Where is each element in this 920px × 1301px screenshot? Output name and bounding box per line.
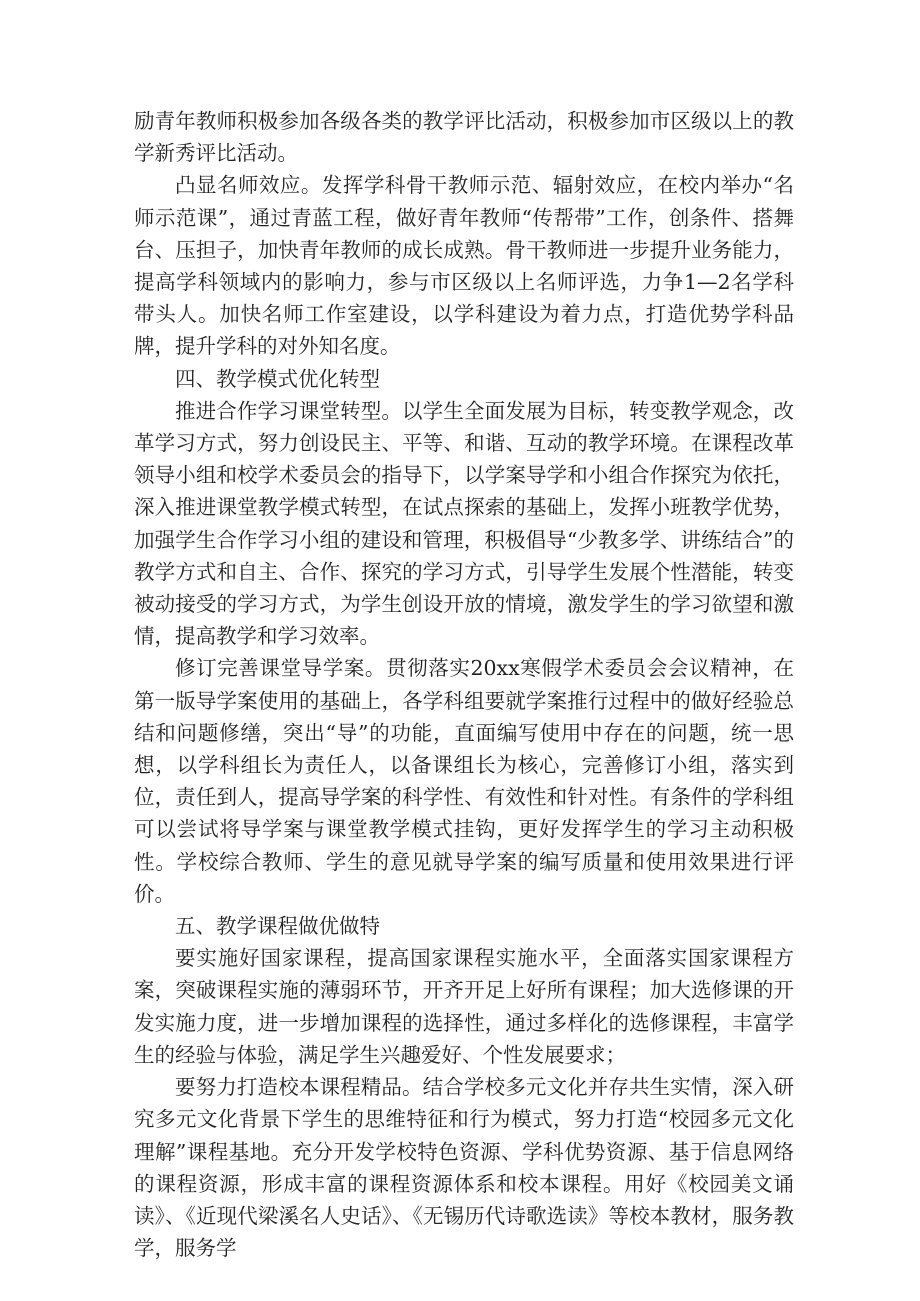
paragraph-cooperative-learning: 推进合作学习课堂转型。以学生全面发展为目标，转变教学观念，改革学习方式，努力创设民主、平等、和谐、互动的教学环境。在课程改革领导小组和校学术委员会的指导下，以学案导学和小组合作探究为依托，深入推进课堂教学模式转型，在试点探索的基础上，发挥小班教学优势，加强学生合作学习小组的建设和管理，积极倡导“少教多学、讲练结合”的教学方式和自主、合作、探究的学习方式，引导学生发展个性潜能，转变被动接受的学习方式，为学生创设开放的情境，激发学生的学习欲望和激情，提高教学和学习效率。: [134, 398, 794, 649]
paragraph-continuation: 励青年教师积极参加各级各类的教学评比活动，积极参加市区级以上的教学新秀评比活动。: [134, 109, 794, 166]
document-body: [134, 105, 794, 1264]
paragraph-school-curriculum: 要努力打造校本课程精品。结合学校多元文化并存共生实情，深入研究多元文化背景下学生的思维特征和行为模式，努力打造“校园多元文化理解”课程基地。充分开发学校特色资源、学科优势资源、基于信息网络的课程资源，形成丰富的课程资源体系和校本课程。用好《校园美文诵读》、《近现代梁溪名人史话》、《无锡历代诗歌选读》等校本教材，服务教学，服务学: [134, 1075, 794, 1261]
section-heading-4: 四、教学模式优化转型: [175, 366, 380, 391]
paragraph-guided-learning-plan: 修订完善课堂导学案。贯彻落实20xx寒假学术委员会会议精神，在第一版导学案使用的基础上，各学科组要就学案推行过程中的做好经验总结和问题修缮，突出“导”的功能，直面编写使用中存在的问题，统一思想，以学科组长为责任人，以备课组长为核心，完善修订小组，落实到位，责任到人，提高导学案的科学性、有效性和针对性。有条件的学科组可以尝试将导学案与课堂教学模式挂钩，更好发挥学生的学习主动积极性。学校综合教师、学生的意见就导学案的编写质量和使用效果进行评价。: [134, 656, 794, 906]
paragraph-famous-teacher-effect: 凸显名师效应。发挥学科骨干教师示范、辐射效应，在校内举办“名师示范课”，通过青蓝工程，做好青年教师“传帮带”工作，创条件、搭舞台、压担子，加快青年教师的成长成熟。骨干教师进一步提升业务能力，提高学科领域内的影响力，参与市区级以上名师评选，力争1—2名学科带头人。加快名师工作室建设，以学科建设为着力点，打造优势学科品牌，提升学科的对外知名度。: [134, 173, 794, 359]
section-heading-5: 五、教学课程做优做特: [175, 914, 380, 939]
paragraph-national-curriculum: 要实施好国家课程，提高国家课程实施水平，全面落实国家课程方案，突破课程实施的薄弱环节，开齐开足上好所有课程；加大选修课的开发实施力度，进一步增加课程的选择性，通过多样化的选修课程，丰富学生的经验与体验，满足学生兴趣爱好、个性发展要求；: [134, 946, 794, 1067]
